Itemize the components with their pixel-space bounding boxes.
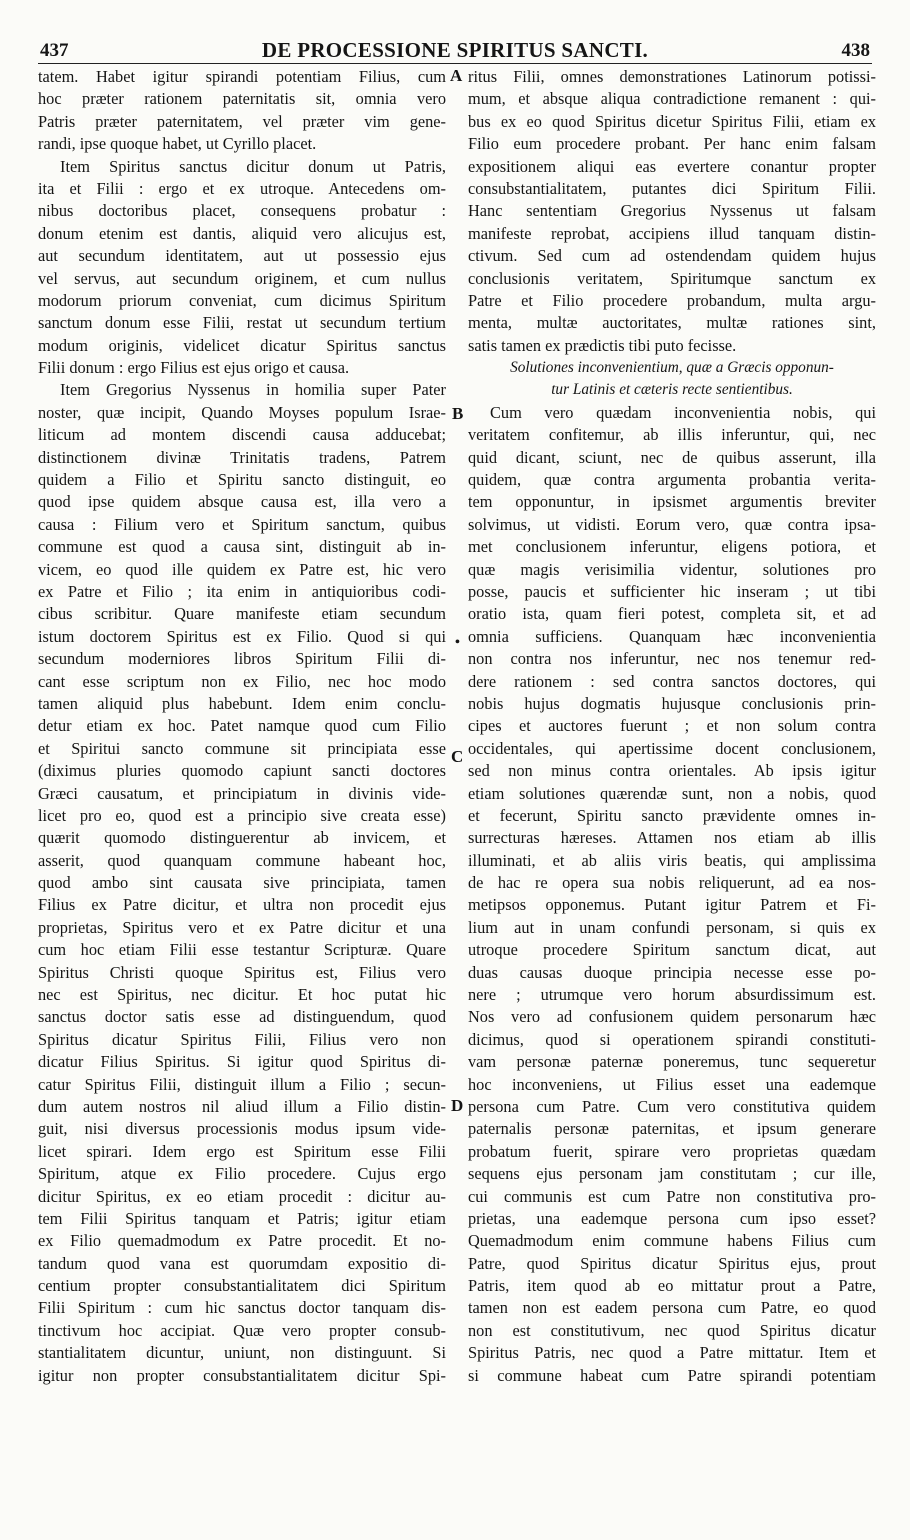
text-line: tem opponuntur, in ipsismet argumentis breviter (468, 492, 876, 512)
text-line: catur Spiritus Filii, distinguit illum a Filio ; secun- (38, 1074, 446, 1094)
text-line: ita et Filii : ergo et ex utroque. Antecedens om- (38, 178, 446, 198)
text-line: et fecerunt, Spiritu sancto prævidente omnes in- (468, 805, 876, 825)
text-line: distinctionem divinæ Trinitatis tradens, Patrem (38, 447, 446, 467)
text-line: Solutiones inconvenientium, quæ a Græcis opponun- (510, 359, 834, 377)
text-line: dicimus, quod si operationem spirandi constituti- (468, 1029, 876, 1049)
margin-marker-c: C (451, 747, 464, 766)
text-line: Spiritus dicatur Spiritus Filii, Filius vero non (38, 1029, 446, 1049)
text-line: satis tamen ex prædictis tibi puto fecisse. (468, 335, 737, 355)
text-line: paternalis personæ paternitas, et ipsum generare (468, 1119, 876, 1139)
text-line: expositionem aliqui eas evertere conantur propter (468, 156, 876, 176)
text-line: Patris, item quod ab eo mittatur prout a Patre, (468, 1276, 876, 1296)
running-title: DE PROCESSIONE SPIRITUS SANCTI. (261, 38, 649, 62)
text-line: randi, ipse quoque habet, ut Cyrillo placet. (38, 134, 317, 154)
text-line: Filii Spiritum : cum hic sanctus doctor tanquam dis- (38, 1298, 446, 1318)
text-line: si commune habeat cum Patre spirandi potentiam (468, 1365, 876, 1385)
text-line: de hac re opera sua nobis reliquerunt, ad ea nos- (468, 873, 876, 893)
text-line: Spiritum, atque ex Filio procedere. Cujus ergo (38, 1164, 446, 1184)
text-line: dicatur Filius Spiritus. Si igitur quod Spiritus di- (38, 1052, 446, 1072)
text-line: noster, quæ incipit, Quando Moyses populum Israe- (38, 402, 446, 422)
text-line: tandum quod vana est quorumdam expositio di- (38, 1253, 446, 1273)
text-line: duas causas duoque principia necesse esse po- (468, 962, 876, 982)
text-line: Spiritus Christi quoque Spiritus est, Filius vero (38, 962, 446, 982)
text-line: cibus scribitur. Quare manifeste etiam secundum (38, 604, 446, 624)
text-line: Filii donum : ergo Filius est ejus origo et causa. (38, 358, 350, 378)
text-line: dere rationem : sed contra sanctos doctores, qui (468, 671, 876, 691)
text-line: met conclusionem inferuntur, eligens potiora, et (468, 537, 876, 557)
text-line: quid dicant, sciunt, nec de quibus asserunt, illa (468, 447, 876, 467)
text-line: Item Spiritus sanctus dicitur donum ut Patris, (60, 156, 446, 176)
text-line: stantialitatem dicuntur, uniunt, non distinguunt. Si (38, 1343, 446, 1363)
text-line: quærit quomodo distinguerentur ab invicem, et (38, 828, 446, 848)
text-line: posse, paucis et sufficienter hic inseram ; ut tibi (468, 581, 876, 601)
text-line: Filio eum procedere probant. Per hanc enim falsam (468, 134, 876, 154)
text-line: cant esse scriptum non ex Filio, nec hoc modo (38, 671, 446, 691)
text-line: tem Filii Spiritus tanquam et Patris; igitur etiam (38, 1208, 446, 1228)
text-line: donum etenim est dantis, aliquid vero alicujus est, (38, 223, 446, 243)
text-line: asserit, quod quanquam commune habeant hoc, (38, 850, 446, 870)
text-line: cum hoc etiam Filii esse testantur Scripturæ. Quare (38, 940, 446, 960)
text-line: ex Filio quemadmodum ex Patre procedit. Et no- (38, 1231, 446, 1251)
text-line: quæ magis verisimilia videntur, solutiones pro (468, 559, 876, 579)
text-line: tamen non est eadem persona cum Patre, eo quod (468, 1298, 876, 1318)
left-column (38, 66, 446, 1526)
text-line: Cum vero quædam inconvenientia nobis, qui (490, 402, 876, 422)
text-line: occidentales, qui apertissime docent conclusionem, (468, 738, 876, 758)
text-line: non est constitutivum, nec quod Spiritus dicatur (468, 1320, 876, 1340)
text-line: conclusionis veritatem, Spiritumque sanctum ex (468, 268, 876, 288)
text-line: solvimus, ut vidisti. Eorum vero, quæ contra ipsa- (468, 514, 876, 534)
right-column (468, 66, 876, 1526)
text-line: sequens ejus personam jam constitutam ; cur ille, (468, 1164, 876, 1184)
text-line: etiam solutiones quærendæ sunt, non a nobis, quod (468, 783, 876, 803)
text-line: sanctus doctor satis esse ad distinguendum, quod (38, 1007, 446, 1027)
text-line: probatum fuerit, spirare vero proprietas quædam (468, 1141, 876, 1161)
text-line: nobis hujus dogmatis hujusque conclusionis prin- (468, 693, 876, 713)
text-line: istum doctorem Spiritus est ex Filio. Quod si qui (38, 626, 446, 646)
text-line: liticum ad montem discendi causa adducebat; (38, 425, 446, 445)
margin-dot: • (455, 635, 460, 650)
text-line: Nos vero ad confusionem quidem personarum hæc (468, 1007, 876, 1027)
text-line: nec est Spiritus, nec dicitur. Et hoc putat hic (38, 985, 446, 1005)
text-line: menta, multæ auctoritates, multæ rationes sint, (468, 313, 876, 333)
text-line: metipsos opponemus. Putant igitur Patrem et Fi- (468, 895, 876, 915)
margin-marker-a: A (450, 66, 463, 85)
text-line: Spiritus Patris, nec quod a Patre mittatur. Item et (468, 1343, 876, 1363)
text-line: quod ipse quidem absque causa est, illa vero a (38, 492, 446, 512)
text-line: cipes et auctores fuerunt ; et non solum contra (468, 716, 876, 736)
text-line: proprietas, Spiritus vero et ex Patre dicitur et una (38, 917, 446, 937)
header-rule (38, 63, 872, 64)
text-line: secundum moderniores libros Spiritum Filii di- (38, 649, 446, 669)
text-line: mum, et absque aliqua contradictione remanent : qui- (468, 89, 876, 109)
text-line: Quemadmodum enim commune habens Filius cum (468, 1231, 876, 1251)
text-line: tinctivum hoc accipiat. Quæ vero propter consub- (38, 1320, 446, 1340)
text-line: non contra nos inferuntur, nec nos tenemur red- (468, 649, 876, 669)
text-line: modorum priorum conveniat, cum dicimus Spiritum (38, 290, 446, 310)
text-line: Item Gregorius Nyssenus in homilia super Pater (60, 380, 446, 400)
text-line: guit, nisi diversus processionis modus ipsum vide- (38, 1119, 446, 1139)
text-line: ex Patre et Filio ; ita enim in antiquioribus codi- (38, 581, 446, 601)
text-line: igitur non propter consubstantialitatem dicitur Spi- (38, 1365, 446, 1385)
text-line: Patris præter paternitatem, vel præter vim gene- (38, 111, 446, 131)
text-line: illuminati, et ab aliis viris beatis, qui amplissima (468, 850, 876, 870)
text-line: quidem, quæ contra argumenta probantia verita- (468, 470, 876, 490)
text-line: dicitur Spiritus, ex eo etiam procedit : dicitur au- (38, 1186, 446, 1206)
text-line: nibus doctoribus placet, consequens probatur : (38, 201, 446, 221)
text-line: sanctum donum esse Filii, restat ut secundum tertium (38, 313, 446, 333)
margin-marker-d: D (451, 1096, 464, 1115)
text-line: omnia sufficiens. Quanquam hæc inconvenientia (468, 626, 876, 646)
text-line: licet spirari. Idem ergo est Spiritum esse Filii (38, 1141, 446, 1161)
text-line: utroque procedere Spiritum sanctum dicat, aut (468, 940, 876, 960)
text-line: (diximus pluries quomodo capiunt sancti doctores (38, 761, 446, 781)
text-line: Patre et Filio procedere probandum, multa argu- (468, 290, 876, 310)
text-line: et Spiritui sancto commune sit principiata esse (38, 738, 446, 758)
text-line: tur Latinis et cæteris recte sentientibus. (551, 381, 793, 399)
right-page-number: 438 (841, 40, 870, 61)
text-line: lium aut in unam confundi personam, si quis ex (468, 917, 876, 937)
text-line: nere ; utrumque vero horum absurdissimum est. (468, 985, 876, 1005)
text-line: consubstantialitatem, putantes dici Spiritum Filii. (468, 178, 876, 198)
text-line: licet pro eo, quod est a principio sive creata esse) (38, 805, 446, 825)
text-line: manifeste reprobat, accipiens illud tanquam distin- (468, 223, 876, 243)
margin-marker-b: B (452, 404, 464, 423)
text-line: Filius ex Patre dicitur, et ultra non procedit ejus (38, 895, 446, 915)
text-line: detur etiam ex hoc. Patet namque quod cum Filio (38, 716, 446, 736)
text-line: sed non minus contra orientales. Ab ipsis igitur (468, 761, 876, 781)
text-line: commune est quod a causa sint, distinguit ab in- (38, 537, 446, 557)
text-line: vam personæ paternæ poneremus, tunc sequeretur (468, 1052, 876, 1072)
text-line: tamen aliquid plus habebunt. Idem enim conclu- (38, 693, 446, 713)
text-line: persona cum Patre. Cum vero constitutiva quidem (468, 1096, 876, 1116)
text-line: Græci causatum, et principiatum in divinis vide- (38, 783, 446, 803)
text-line: bus ex eo quod Spiritus dicetur Spiritus Filii, etiam ex (468, 111, 876, 131)
text-line: vicem, eo quod ille quidem ex Patre est, hic vero (38, 559, 446, 579)
text-line: hoc inconveniens, ut Filius esset una eademque (468, 1074, 876, 1094)
text-line: tatem. Habet igitur spirandi potentiam Filius, cum (38, 67, 446, 86)
text-line: ritus Filii, omnes demonstrationes Latinorum potissi- (468, 67, 876, 86)
text-line: veritatem confitemur, ab illis inferuntur, qui, nec (468, 425, 876, 445)
text-line: prietas, una eademque persona cum ipso esset? (468, 1208, 876, 1228)
text-line: surrecturas hæreses. Attamen nos etiam ab illis (468, 828, 876, 848)
text-line: vel servus, aut secundum originem, et cum nullus (38, 268, 446, 288)
text-line: Patre, quod Spiritus dicatur Spiritus ejus, prout (468, 1253, 876, 1273)
left-page-number: 437 (40, 40, 69, 61)
text-line: modum originis, videlicet dicatur Spiritus sanctus (38, 335, 446, 355)
text-line: cui communis est cum Patre non constitutiva pro- (468, 1186, 876, 1206)
text-line: causa : Filium vero et Spiritum sanctum, quibus (38, 514, 446, 534)
text-line: quidem a Filio et Spiritu sancto distinguit, eo (38, 470, 446, 490)
text-line: hoc præter rationem paternitatis sit, omnia vero (38, 89, 446, 109)
text-line: Hanc sententiam Gregorius Nyssenus ut falsam (468, 201, 876, 221)
text-line: ctivum. Sed cum ad ostendendam quidem hujus (468, 246, 876, 266)
text-line: quod ambo sint causata sive principiata, tamen (38, 873, 446, 893)
text-line: aut secundum identitatem, aut ut possessio ejus (38, 246, 446, 266)
text-line: centium propter consubstantialitatem dici Spiritum (38, 1276, 446, 1296)
text-line: oratio ista, quam fieri potest, completa sit, et ad (468, 604, 876, 624)
text-line: dum autem nostros nil aliud illum a Filio distin- (38, 1096, 446, 1116)
